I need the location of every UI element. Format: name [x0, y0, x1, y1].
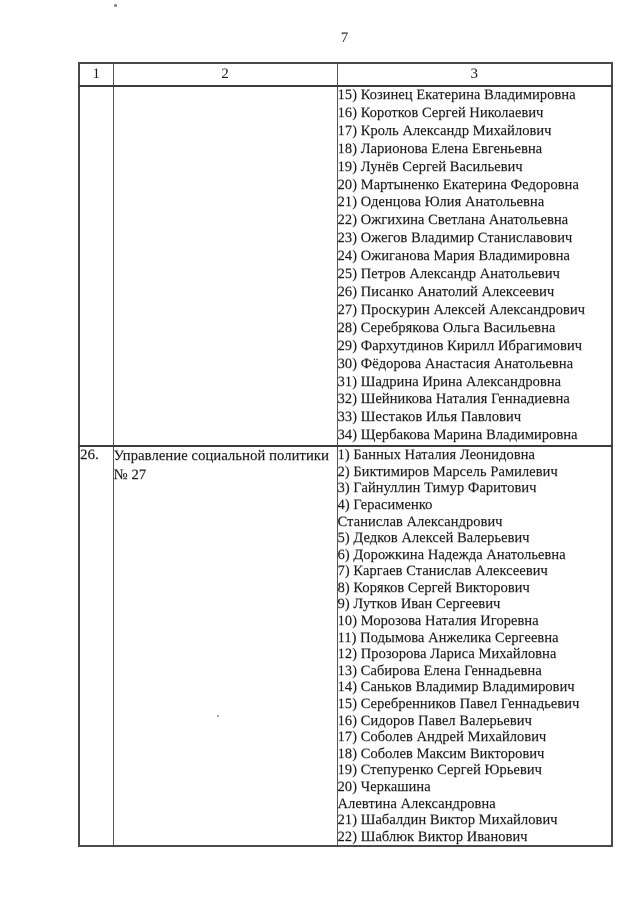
person-name-line: 34) Щербакова Марина Владимировна: [337, 427, 578, 444]
column-header-3: 3: [337, 63, 612, 86]
person-name-line: Станислав Александрович: [337, 513, 503, 530]
person-name-line: 30) Фёдорова Анастасия Анатольевна: [337, 355, 574, 372]
page-number: 7: [340, 30, 349, 46]
person-name-line: 15) Козинец Екатерина Владимировна: [337, 87, 576, 103]
names-cell: [337, 446, 612, 846]
person-name-line: 11) Подымова Анжелика Сергеевна: [337, 629, 559, 646]
person-name-line: 28) Серебрякова Ольга Васильевна: [337, 319, 556, 336]
person-name-line: 9) Лутков Иван Сергеевич: [337, 596, 501, 613]
person-name-line: 29) Фархутдинов Кирилл Ибрагимович: [337, 337, 582, 354]
person-name-line: 22) Шаблюк Виктор Иванович: [337, 828, 528, 845]
person-name-line: 14) Саньков Владимир Владимирович: [337, 679, 575, 696]
person-name-line: 27) Проскурин Алексей Александрович: [337, 301, 585, 318]
person-name-line: 26) Писанко Анатолий Алексеевич: [337, 283, 555, 300]
person-name-line: 17) Соболев Андрей Михайлович: [337, 729, 547, 746]
scan-speck: [114, 4, 117, 7]
row-number-cell: 26.: [79, 446, 113, 846]
person-name-line: 19) Лунёв Сергей Васильевич: [337, 158, 523, 175]
column-header-1: 1: [79, 63, 113, 86]
person-name-line: 7) Каргаев Станислав Алексеевич: [337, 563, 548, 580]
person-name-line: 20) Черкашина: [337, 779, 431, 795]
table-row: [79, 86, 612, 446]
person-name-line: 22) Ожгихина Светлана Анатольевна: [337, 212, 569, 229]
person-name-line: 2) Биктимиров Марсель Рамилевич: [337, 463, 558, 480]
appointments-table: [78, 62, 613, 847]
person-name-line: 20) Мартыненко Екатерина Федоровна: [337, 176, 579, 193]
names-cell: [337, 86, 612, 446]
person-name-line: 3) Гайнуллин Тимур Фаритович: [337, 480, 537, 497]
person-name-line: 33) Шестаков Илья Павлович: [337, 409, 522, 426]
person-name-line: 32) Шейникова Наталия Геннадиевна: [337, 391, 570, 408]
person-name-line: 25) Петров Александр Анатольевич: [337, 266, 560, 283]
person-name-line: 17) Кроль Александр Михайлович: [337, 122, 552, 139]
department-cell: Управление социальной политики № 27: [113, 446, 337, 846]
department-cell: [113, 86, 337, 446]
person-name-line: 18) Соболев Максим Викторович: [337, 745, 545, 762]
person-name-line: 21) Оденцова Юлия Анатольевна: [337, 194, 545, 211]
person-name-line: 21) Шабалдин Виктор Михайлович: [337, 812, 558, 829]
row-number-cell: [79, 86, 113, 446]
person-name-line: 4) Герасименко: [337, 496, 433, 513]
person-name-line: 6) Дорожкина Надежда Анатольевна: [337, 546, 566, 563]
person-name-line: 15) Серебренников Павел Геннадьевич: [337, 696, 580, 713]
person-name-line: 16) Сидоров Павел Валерьевич: [337, 712, 532, 729]
person-name-line: 23) Ожегов Владимир Станиславович: [337, 230, 573, 247]
column-header-2: 2: [113, 63, 337, 86]
person-name-line: 18) Ларионова Елена Евгеньевна: [337, 140, 543, 157]
person-name-line: 19) Степуренко Сергей Юрьевич: [337, 762, 542, 779]
person-name-line: 1) Банных Наталия Леонидовна: [337, 447, 535, 464]
person-name-line: 31) Шадрина Ирина Александровна: [337, 373, 562, 390]
person-name-line: 12) Прозорова Лариса Михайловна: [337, 646, 557, 663]
table-row: [79, 446, 612, 846]
person-name-line: 13) Сабирова Елена Геннадьевна: [337, 662, 542, 679]
person-name-line: 10) Морозова Наталия Игоревна: [337, 613, 539, 630]
person-name-line: 24) Ожиганова Мария Владимировна: [337, 248, 570, 265]
person-name-line: 16) Коротков Сергей Николаевич: [337, 104, 544, 121]
person-name-line: 8) Коряков Сергей Викторович: [337, 579, 530, 596]
table-header-row: [79, 63, 612, 86]
person-name-line: Алевтина Александровна: [337, 795, 496, 812]
person-name-line: 5) Дедков Алексей Валерьевич: [337, 530, 530, 547]
